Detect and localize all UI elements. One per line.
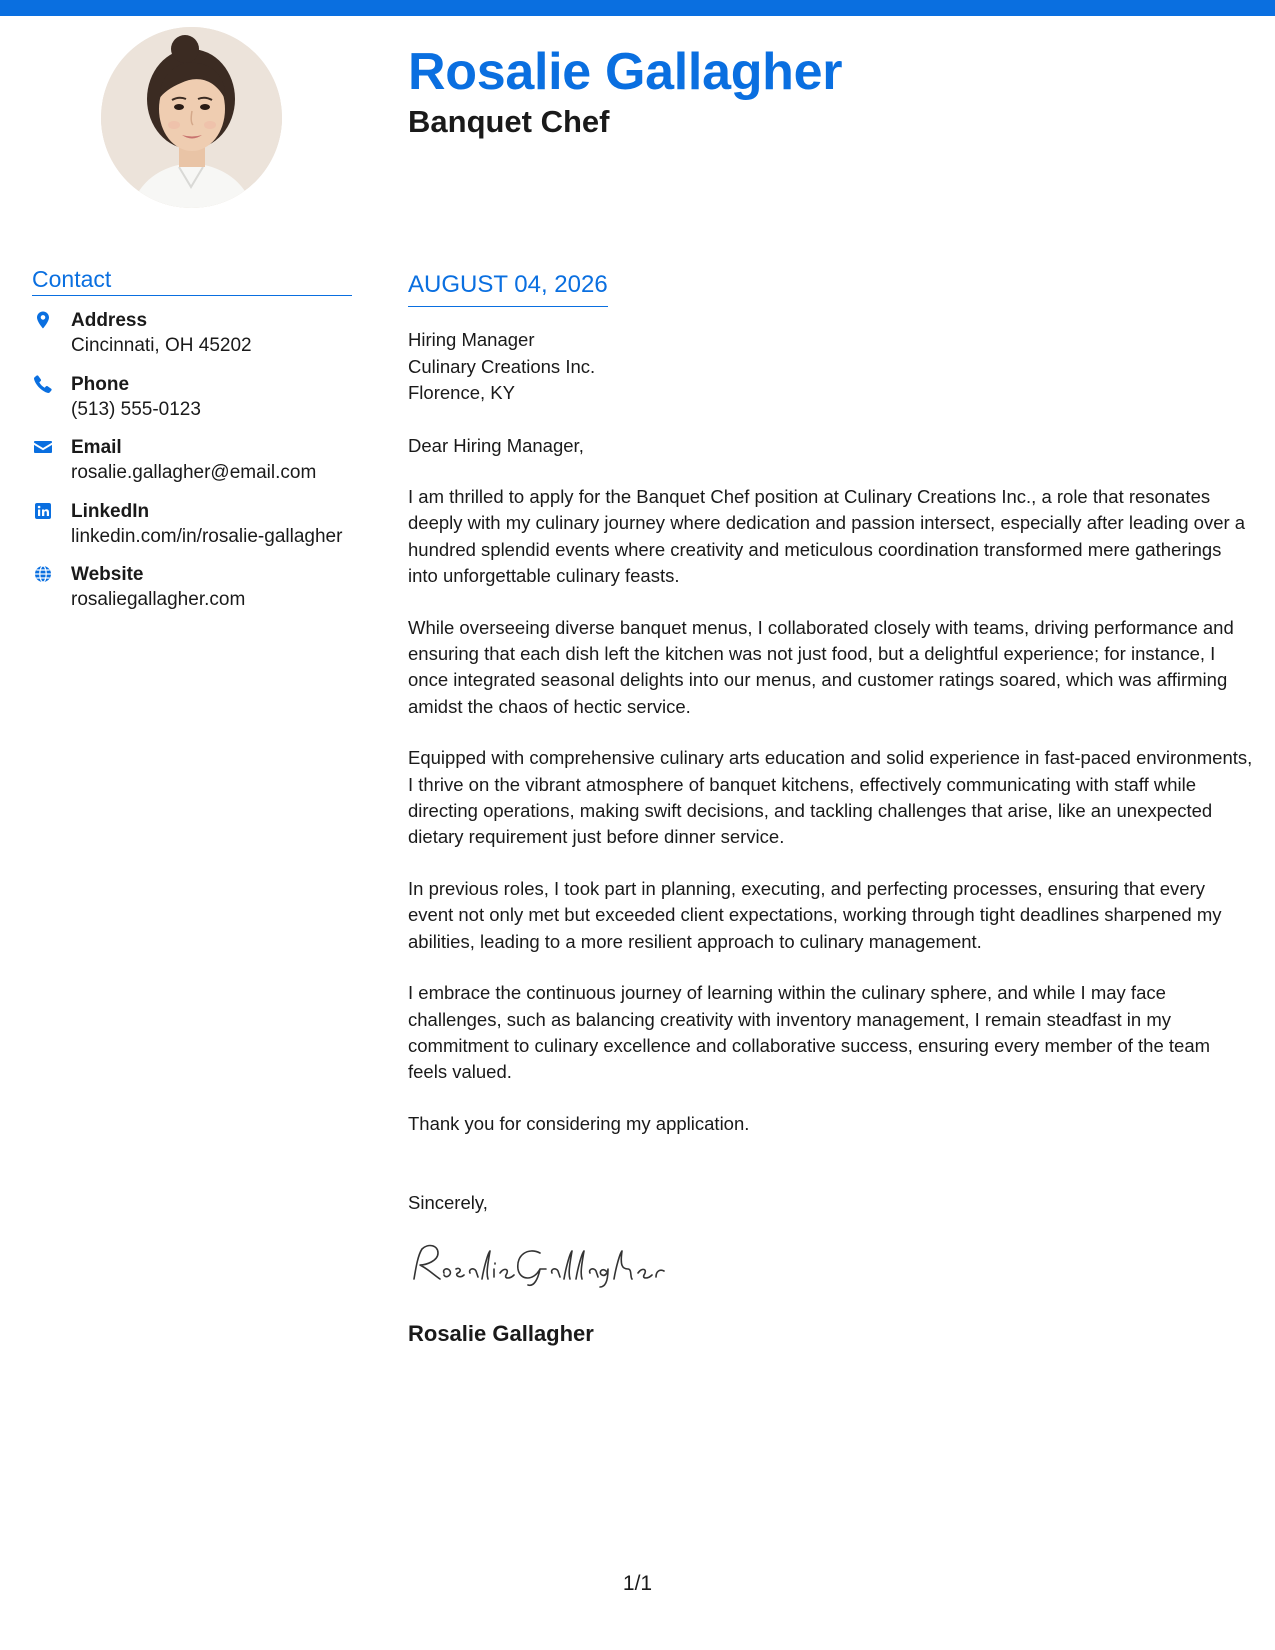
recipient-block: [408, 327, 1253, 407]
globe-icon: [33, 564, 53, 584]
address-value: Cincinnati, OH 45202: [71, 335, 252, 356]
letter-paragraph: While overseeing diverse banquet menus, I collaborated closely with teams, driving performance and ensuring that each dish left the kitchen was not just food, but a delightful experience; for instance, I once integrated seasonal delights into our menus, and customer ratings soared, which was affirming amidst the chaos of hectic service.: [408, 616, 1234, 717]
map-pin-icon: [33, 310, 53, 330]
job-title: Banquet Chef: [408, 104, 610, 139]
email-icon: [33, 437, 53, 457]
contact-label: Website: [71, 564, 144, 585]
profile-photo: [101, 27, 282, 208]
contact-label: LinkedIn: [71, 500, 150, 522]
letter-paragraph: Equipped with comprehensive culinary arts education and solid experience in fast-paced environments, I thrive on the vibrant atmosphere of banquet kitchens, effectively communicating with staff while directing operations, making swift decisions, and tackling challenges that arise, like an unexpected dietary requirement just before dinner service.: [408, 747, 1253, 848]
handwritten-signature: [408, 1239, 670, 1291]
contact-label: Email: [71, 437, 122, 458]
letter-paragraph: I embrace the continuous journey of learning within the culinary sphere, and while I may face challenges, such as balancing creativity with inventory management, I remain steadfast in my commitment to culinary excellence and collaborative success, ensuring every member of the team feels valued.: [408, 982, 1211, 1083]
applicant-name: Rosalie Gallagher: [408, 43, 843, 101]
email-value[interactable]: rosalie.gallagher@email.com: [71, 462, 317, 483]
contact-item-linkedin: [32, 499, 352, 563]
contact-label: Address: [71, 310, 148, 331]
recipient-line: Florence, KY: [408, 382, 515, 403]
contact-heading: Contact: [32, 265, 352, 296]
top-accent-bar: [0, 0, 1275, 16]
signer-name: Rosalie Gallagher: [408, 1320, 594, 1346]
closing: Sincerely,: [408, 1192, 488, 1214]
recipient-line: Culinary Creations Inc.: [408, 355, 596, 377]
letter-paragraph: Thank you for considering my application.: [408, 1112, 750, 1134]
cover-letter-body: [408, 265, 1253, 1349]
contact-list: [32, 308, 352, 626]
contact-sidebar: [32, 265, 352, 626]
recipient-line: Hiring Manager: [408, 329, 535, 350]
contact-label: Phone: [71, 373, 130, 395]
contact-item-phone: [32, 372, 352, 436]
contact-item-email: [32, 435, 352, 499]
letter-date: AUGUST 04, 2026: [408, 265, 608, 307]
phone-icon: [33, 374, 53, 394]
linkedin-value[interactable]: linkedin.com/in/rosalie-gallagher: [71, 525, 343, 547]
page-number: 1/1: [622, 1572, 653, 1595]
website-value[interactable]: rosaliegallagher.com: [71, 589, 246, 610]
letter-paragraph: I am thrilled to apply for the Banquet Chef position at Culinary Creations Inc., a role that resonates deeply with my culinary journey where dedication and passion intersect, especially after leading over a hundred splendid events where creativity and meticulous coordination transformed mere gatherings into unforgettable culinary feasts.: [408, 486, 1246, 587]
salutation: Dear Hiring Manager,: [408, 434, 584, 456]
contact-item-address: [32, 308, 352, 372]
letter-paragraph: In previous roles, I took part in planning, executing, and perfecting processes, ensuring that every event not only met but exceeded client expectations, working through tight deadlines sharpened my abilities, leading to a more resilient approach to culinary management.: [408, 877, 1222, 952]
phone-value: (513) 555-0123: [71, 398, 201, 420]
contact-item-website: [32, 562, 352, 626]
linkedin-icon: [33, 501, 53, 521]
